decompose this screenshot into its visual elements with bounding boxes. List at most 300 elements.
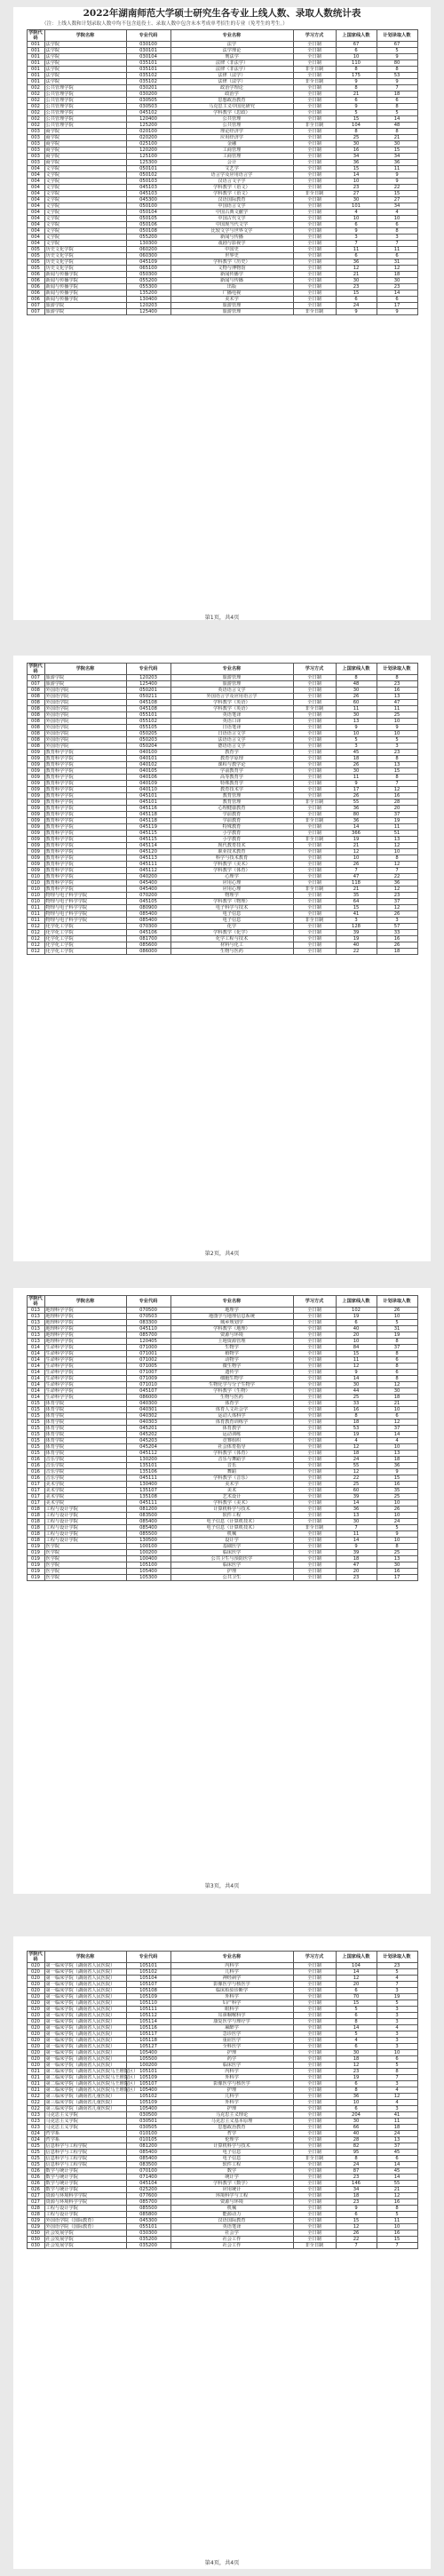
study-mode: 全日制	[293, 831, 336, 837]
study-mode: 非全日制	[293, 67, 336, 73]
qualified-count: 8	[336, 2087, 377, 2094]
major-code: 035102	[126, 73, 170, 79]
qualified-count: 22	[336, 2237, 377, 2243]
major-name: 科学与技术教育	[170, 855, 293, 862]
study-mode: 全日制	[293, 681, 336, 688]
table-row	[27, 2087, 417, 2094]
table-row	[27, 2081, 417, 2087]
study-mode: 全日制	[293, 1994, 336, 2000]
planned-count: 16	[377, 1569, 417, 1575]
major-code: 050100	[126, 203, 170, 210]
table-row	[27, 2243, 417, 2249]
planned-count: 10	[377, 719, 417, 725]
major-name: 日语笔译	[170, 725, 293, 731]
college-code: 001	[27, 79, 44, 85]
college-name: 旅游学院	[44, 303, 126, 309]
major-code: 050204	[126, 743, 170, 750]
planned-count: 80	[377, 60, 417, 67]
table-row	[27, 1395, 417, 1401]
major-code: 120405	[126, 1339, 170, 1345]
qualified-count: 26	[336, 793, 377, 799]
college-name: 教育科学学院	[44, 768, 126, 775]
study-mode: 全日制	[293, 135, 336, 141]
major-name: 内科学	[170, 2069, 293, 2075]
table-row	[27, 868, 417, 874]
qualified-count: 9	[336, 79, 377, 85]
table-row	[27, 1388, 417, 1395]
major-name: 电子信息	[170, 2156, 293, 2162]
major-name: 心理学	[170, 874, 293, 880]
planned-count: 8	[377, 67, 417, 73]
college-code: 025	[27, 2150, 44, 2156]
major-name: 汉语国际教育	[170, 197, 293, 203]
major-name: 美术	[170, 1488, 293, 1494]
col-qualified-count: 上国家线人数	[336, 1296, 377, 1308]
study-mode: 全日制	[293, 1519, 336, 1525]
study-mode: 全日制	[293, 2199, 336, 2206]
major-code: 071400	[126, 2174, 170, 2181]
major-code: 010105	[126, 2137, 170, 2143]
major-code: 055102	[126, 719, 170, 725]
major-code: 070500	[126, 1308, 170, 1314]
study-mode: 非全日制	[293, 309, 336, 315]
major-name: 外科学	[170, 2100, 293, 2106]
college-code: 018	[27, 1507, 44, 1513]
planned-count: 26	[377, 942, 417, 949]
college-code: 011	[27, 905, 44, 911]
qualified-count: 30	[336, 278, 377, 284]
table-row	[27, 843, 417, 849]
qualified-count: 102	[336, 1308, 377, 1314]
college-name: 哲学系	[44, 2131, 126, 2137]
major-name: 思想政治教育	[170, 2125, 293, 2131]
major-code: 105109	[126, 2100, 170, 2106]
college-code: 005	[27, 247, 44, 253]
table-row	[27, 303, 417, 309]
major-code: 135200	[126, 290, 170, 297]
qualified-count: 5	[336, 737, 377, 743]
qualified-count: 8	[336, 129, 377, 135]
college-name: 教育科学学院	[44, 874, 126, 880]
major-code: 030300	[126, 2230, 170, 2237]
enrollment-table	[27, 29, 418, 315]
study-mode: 全日制	[293, 2119, 336, 2125]
document-note: （注：上线人数和计划录取人数中均不包含退役士、录取人数中包含未本考成单考招生的专业（免考生的考生。）	[42, 21, 288, 27]
major-code: 071007	[126, 1370, 170, 1376]
major-name: 法学理论	[170, 48, 293, 54]
table-row	[27, 2193, 417, 2199]
qualified-count: 7	[336, 1525, 377, 1531]
planned-count: 5	[377, 2212, 417, 2218]
college-name: 旅游学院	[44, 309, 126, 315]
qualified-count: 47	[336, 874, 377, 880]
major-code: 045108	[126, 706, 170, 712]
study-mode: 全日制	[293, 694, 336, 700]
major-code: 045400	[126, 886, 170, 893]
college-code: 001	[27, 60, 44, 67]
major-name: 学前教育	[170, 818, 293, 824]
college-name: 医学院	[44, 1562, 126, 1569]
major-name: 学科教学（体育）	[170, 1451, 293, 1457]
college-name: 生命科学学院	[44, 1351, 126, 1357]
table-row	[27, 2025, 417, 2031]
study-mode: 全日制	[293, 905, 336, 911]
study-mode: 非全日制	[293, 2243, 336, 2249]
major-code: 105100	[126, 1562, 170, 1569]
major-name: 德语语言文学	[170, 743, 293, 750]
college-name: 公共管理学院	[44, 85, 126, 91]
major-name: 电子信息	[170, 918, 293, 924]
college-code: 013	[27, 1339, 44, 1345]
study-mode: 非全日制	[293, 706, 336, 712]
major-code: 105104	[126, 1976, 170, 1982]
planned-count: 8	[377, 104, 417, 110]
major-name: 马克思主义中国化研究	[170, 104, 293, 110]
major-name: 现代教育技术	[170, 843, 293, 849]
planned-count: 16	[377, 2230, 417, 2237]
major-code: 045119	[126, 824, 170, 831]
table-row	[27, 1538, 417, 1544]
enrollment-table	[27, 1951, 418, 2249]
study-mode: 全日制	[293, 2050, 336, 2056]
planned-count: 3	[377, 2013, 417, 2019]
major-name: 社会学	[170, 2230, 293, 2237]
major-code: 085400	[126, 2156, 170, 2162]
planned-count: 30	[377, 141, 417, 147]
college-code: 029	[27, 2224, 44, 2230]
header-row	[27, 1952, 417, 1963]
major-name: 体育教育训练学	[170, 1419, 293, 1426]
major-name: 地理学	[170, 1308, 293, 1314]
qualified-count: 6	[336, 297, 377, 303]
table-row	[27, 54, 417, 60]
major-code: 100200	[126, 1550, 170, 1556]
college-code: 009	[27, 868, 44, 874]
planned-count: 18	[377, 949, 417, 955]
table-row	[27, 1994, 417, 2000]
planned-count: 14	[377, 2162, 417, 2168]
study-mode: 全日制	[293, 2007, 336, 2013]
college-code: 014	[27, 1376, 44, 1382]
major-code: 045102	[126, 110, 170, 116]
college-name: 美术学院	[44, 1488, 126, 1494]
college-code: 012	[27, 930, 44, 936]
qualified-count: 6	[336, 2013, 377, 2019]
college-name: 外国语学院（国际教育）	[44, 2218, 126, 2224]
qualified-count: 30	[336, 1382, 377, 1388]
planned-count: 5	[377, 1525, 417, 1531]
qualified-count: 66	[336, 2125, 377, 2131]
college-code: 026	[27, 2174, 44, 2181]
qualified-count: 6	[336, 2106, 377, 2112]
col-college-name: 学院名称	[44, 30, 126, 42]
qualified-count: 18	[336, 756, 377, 762]
college-code: 001	[27, 67, 44, 73]
study-mode: 非全日制	[293, 837, 336, 843]
college-code: 029	[27, 2218, 44, 2224]
major-name: 公共管理	[170, 123, 293, 129]
table-row	[27, 812, 417, 818]
college-name: 法学院	[44, 67, 126, 73]
major-name: 细胞生物学	[170, 1376, 293, 1382]
major-name: 中国古代文学	[170, 216, 293, 222]
planned-count: 8	[377, 1351, 417, 1357]
study-mode: 全日制	[293, 2069, 336, 2075]
planned-count: 7	[377, 85, 417, 91]
planned-count: 14	[377, 116, 417, 123]
qualified-count: 35	[336, 893, 377, 899]
college-code: 008	[27, 731, 44, 737]
qualified-count: 20	[336, 1569, 377, 1575]
major-code: 105116	[126, 2025, 170, 2031]
major-code: 025100	[126, 141, 170, 147]
college-code: 020	[27, 2025, 44, 2031]
college-code: 002	[27, 85, 44, 91]
study-mode: 全日制	[293, 949, 336, 955]
table-row	[27, 2075, 417, 2081]
major-code: 040110	[126, 787, 170, 793]
qualified-count: 110	[336, 60, 377, 67]
study-mode: 全日制	[293, 737, 336, 743]
college-code: 002	[27, 110, 44, 116]
planned-count: 3	[377, 2007, 417, 2013]
planned-count: 23	[377, 893, 417, 899]
qualified-count: 8	[336, 2019, 377, 2025]
major-code: 085600	[126, 942, 170, 949]
planned-count: 3	[377, 743, 417, 750]
study-mode: 全日制	[293, 1488, 336, 1494]
college-name: 工程与设计学院	[44, 1531, 126, 1538]
table-row	[27, 197, 417, 203]
college-code: 023	[27, 2119, 44, 2125]
college-code: 004	[27, 172, 44, 179]
study-mode: 全日制	[293, 1538, 336, 1544]
college-code: 008	[27, 743, 44, 750]
table-row	[27, 222, 417, 228]
study-mode: 全日制	[293, 2168, 336, 2174]
college-name: 外国语学院	[44, 712, 126, 719]
college-name: 第一临床学院（湖南省人民医院）	[44, 2025, 126, 2031]
planned-count: 6	[377, 297, 417, 303]
major-name: 社会体育指导	[170, 1444, 293, 1451]
college-name: 生命科学学院	[44, 1364, 126, 1370]
major-name: 教育学	[170, 750, 293, 756]
planned-count: 18	[377, 2125, 417, 2131]
major-name: 小学教育	[170, 837, 293, 843]
college-name: 新闻与传播学院	[44, 290, 126, 297]
college-code: 009	[27, 787, 44, 793]
major-code: 045116	[126, 806, 170, 812]
college-name: 信息科学与工程学院	[44, 2162, 126, 2168]
study-mode: 全日制	[293, 1507, 336, 1513]
col-college-code: 学院代码	[27, 30, 44, 42]
study-mode: 全日制	[293, 303, 336, 309]
qualified-count: 36	[336, 806, 377, 812]
major-code: 045103	[126, 191, 170, 197]
qualified-count: 23	[336, 1575, 377, 1581]
qualified-count: 7	[336, 2243, 377, 2249]
planned-count: 8	[377, 228, 417, 235]
study-mode: 非全日制	[293, 918, 336, 924]
major-code: 130200	[126, 1457, 170, 1463]
planned-count: 6	[377, 1413, 417, 1419]
col-planned-count: 计划录取人数	[377, 1296, 417, 1308]
college-name: 美术学院	[44, 1482, 126, 1488]
study-mode: 全日制	[293, 2206, 336, 2212]
planned-count: 5	[377, 110, 417, 116]
college-code: 013	[27, 1320, 44, 1326]
college-name: 体育学院	[44, 1407, 126, 1413]
table-row	[27, 1376, 417, 1382]
planned-count: 6	[377, 222, 417, 228]
college-code: 028	[27, 2212, 44, 2218]
table-row	[27, 1357, 417, 1364]
major-code: 040300	[126, 1401, 170, 1407]
major-code: 035101	[126, 67, 170, 73]
table-row	[27, 116, 417, 123]
major-code: 085500	[126, 2206, 170, 2212]
college-code: 009	[27, 781, 44, 787]
document-page-4	[13, 1936, 431, 2569]
major-code: 081200	[126, 1507, 170, 1513]
planned-count: 37	[377, 812, 417, 818]
major-code: 055101	[126, 712, 170, 719]
study-mode: 全日制	[293, 1457, 336, 1463]
qualified-count: 20	[336, 1332, 377, 1339]
major-name: 电子信息	[170, 2150, 293, 2156]
major-code: 135101	[126, 1463, 170, 1469]
major-name: 外科学	[170, 2075, 293, 2081]
major-name: 政治学理论	[170, 85, 293, 91]
qualified-count: 4	[336, 1438, 377, 1444]
study-mode: 全日制	[293, 42, 336, 48]
major-code: 105300	[126, 1575, 170, 1581]
major-code: 045111	[126, 1500, 170, 1507]
college-name: 教育科学学院	[44, 824, 126, 831]
major-code: 045111	[126, 1475, 170, 1482]
college-code: 019	[27, 1556, 44, 1562]
planned-count: 21	[377, 1401, 417, 1407]
major-code: 085400	[126, 911, 170, 918]
study-mode: 全日制	[293, 1351, 336, 1357]
qualified-count: 10	[336, 855, 377, 862]
col-college-name: 学院名称	[44, 1952, 126, 1963]
table-row	[27, 1482, 417, 1488]
col-major-name: 专业名称	[170, 30, 293, 42]
table-row	[27, 48, 417, 54]
qualified-count: 19	[336, 1314, 377, 1320]
table-row	[27, 818, 417, 824]
college-name: 第一临床学院（湖南省人民医院）	[44, 1963, 126, 1969]
qualified-count: 9	[336, 2206, 377, 2212]
college-name: 商学院	[44, 141, 126, 147]
qualified-count: 39	[336, 1494, 377, 1500]
major-code: 085700	[126, 2199, 170, 2206]
planned-count: 8	[377, 2206, 417, 2212]
planned-count: 45	[377, 2168, 417, 2174]
table-row	[27, 278, 417, 284]
table-row	[27, 775, 417, 781]
table-row	[27, 1370, 417, 1376]
college-code: 002	[27, 91, 44, 98]
qualified-count: 14	[336, 172, 377, 179]
study-mode: 全日制	[293, 2087, 336, 2094]
table-row	[27, 2131, 417, 2137]
college-name: 公共管理学院	[44, 91, 126, 98]
qualified-count: 128	[336, 924, 377, 930]
major-name: 法学	[170, 42, 293, 48]
table-row	[27, 1531, 417, 1538]
major-code: 080900	[126, 905, 170, 911]
study-mode: 全日制	[293, 787, 336, 793]
college-code: 004	[27, 203, 44, 210]
table-row	[27, 2050, 417, 2056]
major-name: 急诊医学	[170, 2031, 293, 2038]
planned-count: 15	[377, 768, 417, 775]
college-name: 第二临床学院（湖南省人民医院马王堆院区）	[45, 2081, 139, 2087]
college-code: 020	[27, 2038, 44, 2044]
page-footer: 第4页，共4页	[204, 2560, 240, 2566]
planned-count: 12	[377, 1419, 417, 1426]
major-code: 050205	[126, 731, 170, 737]
major-code: 085700	[126, 1332, 170, 1339]
table-row	[27, 886, 417, 893]
planned-count: 31	[377, 1326, 417, 1332]
planned-count: 10	[377, 2050, 417, 2056]
college-code: 007	[27, 675, 44, 681]
college-name: 工程与设计学院	[44, 1525, 126, 1531]
major-code: 130400	[126, 1482, 170, 1488]
college-name: 地理科学学院	[44, 1320, 126, 1326]
qualified-count: 47	[336, 1562, 377, 1569]
major-name: 英语口译	[170, 719, 293, 725]
planned-count: 6	[377, 253, 417, 259]
planned-count: 9	[377, 54, 417, 60]
study-mode: 全日制	[293, 60, 336, 67]
college-name: 地理科学学院	[44, 1314, 126, 1320]
study-mode: 全日制	[293, 899, 336, 905]
study-mode: 全日制	[293, 793, 336, 799]
planned-count: 33	[377, 930, 417, 936]
college-name: 外国语学院	[44, 743, 126, 750]
college-name: 化学化工学院	[44, 936, 126, 942]
planned-count: 14	[377, 1432, 417, 1438]
college-name: 物理与电子科学学院	[44, 899, 126, 905]
college-code: 003	[27, 147, 44, 154]
college-name: 医学院	[44, 1550, 126, 1556]
college-code: 015	[27, 1451, 44, 1457]
study-mode: 全日制	[293, 284, 336, 290]
major-code: 085400	[126, 2150, 170, 2156]
college-name: 工程与设计学院	[44, 2212, 126, 2218]
planned-count: 3	[377, 2044, 417, 2050]
major-name: 遗传学	[170, 1370, 293, 1376]
table-row	[27, 2162, 417, 2168]
planned-count: 22	[377, 185, 417, 191]
college-code: 015	[27, 1407, 44, 1413]
major-code: 050103	[126, 179, 170, 185]
table-row	[27, 675, 417, 681]
planned-count: 10	[377, 731, 417, 737]
table-row	[27, 2156, 417, 2162]
study-mode: 非全日制	[293, 79, 336, 85]
major-code: 105400	[126, 1569, 170, 1575]
college-code: 021	[27, 2081, 44, 2087]
planned-count: 37	[377, 2143, 417, 2150]
college-code: 013	[27, 1314, 44, 1320]
college-code: 017	[27, 1500, 44, 1507]
qualified-count: 6	[336, 1988, 377, 1994]
